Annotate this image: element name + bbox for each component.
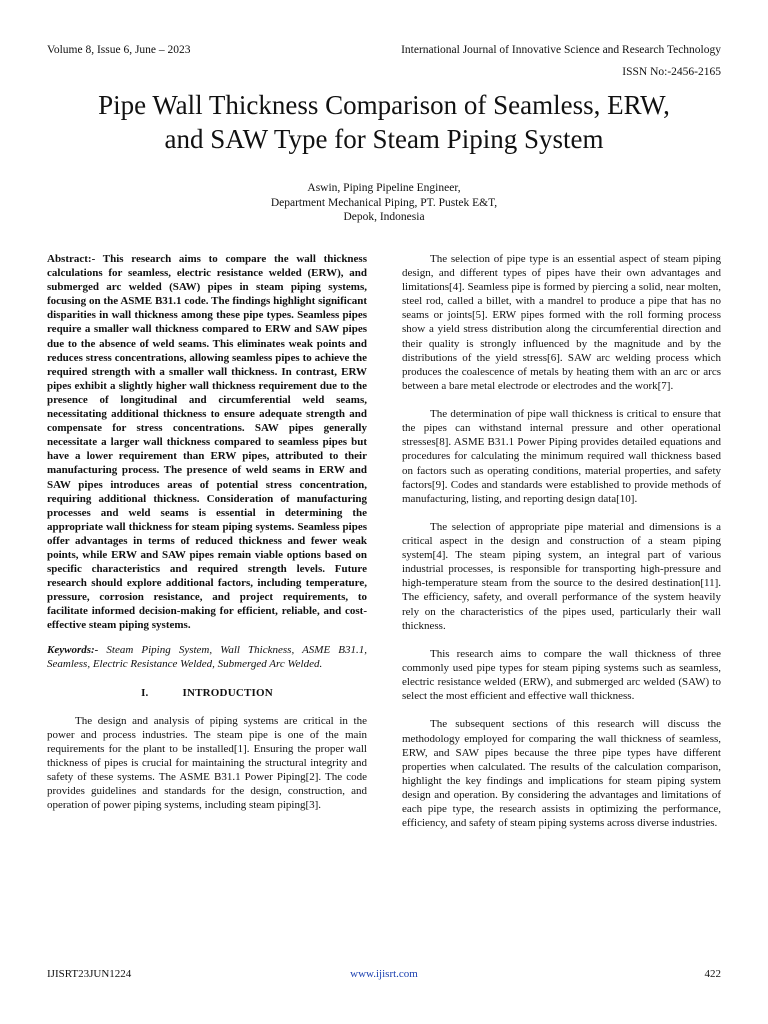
abstract: Abstract:- This research aims to compare the wall thickness calculations for seamless, electric resistance welded (ERW), and submerged arc welded (SAW) pipes in steam piping systems, focusing on the ASME B31.1 code. The findings highlight significant disparities in wall thickness among these pipe types. Seamless pipes require a smaller wall thickness compared to ERW and SAW pipes due to the absence of weld seams. This eliminates weak points and reduces stress concentrations, allowing seamless pipes to achieve the required strength with a smaller wall thickness. In contrast, ERW pipes exhibit a slightly higher wall thickness requirement due to the presence of longitudinal and circumferential weld seams, necessitating additional thickness to ensure adequate strength and compensate for stress concentrations. SAW pipes generally necessitate a larger wall thickness compared to seamless pipes but have a lower requirement than ERW pipes, attributed to their manufacturing process. The presence of weld seams in ERW and SAW pipes introduces areas of potential stress concentration, requiring additional thickness. Consideration of manufacturing processes and weld seams is essential in determining the appropriate wall thickness for steam piping systems. Seamless pipes offer advantages in terms of reduced thickness and fewer weak points, while ERW and SAW pipes remain viable options based on specific characteristics and required strength levels. Future research should explore additional factors, including temperature, pressure, corrosion resistance, and project requirements, to facilitate informed decision-making for efficient, reliable, and cost-effective steam piping systems.	[47, 253, 367, 632]
keywords-label: Keywords:-	[47, 643, 99, 656]
keywords	[47, 643, 367, 671]
paragraph: This research aims to compare the wall thickness of three commonly used pipe types for steam piping systems such as seamless, electric resistance welded (ERW), and submerged arc welded (SAW) to select the most efficient and effective wall thickness.	[402, 647, 721, 703]
paper-id: IJISRT23JUN1224	[47, 968, 132, 980]
paragraph: The selection of appropriate pipe material and dimensions is a critical aspect in the design and construction of a steam piping system[4]. The steam piping system, an integral part of various industrial processes, is responsible for transporting high-pressure and high-temperature steam from the source to the desired destination[11]. The efficiency, safety, and overall performance of the system heavily rely on the characteristics of the pipes used, particularly their wall thickness.	[402, 520, 721, 632]
author-line-1: Aswin, Piping Pipeline Engineer,	[307, 182, 461, 194]
title-line-1: Pipe Wall Thickness Comparison of Seamless, ERW,	[98, 90, 670, 120]
paragraph: The subsequent sections of this research will discuss the methodology employed for comparing the wall thickness of seamless, ERW, and SAW pipes because the three pipe types have different properties when calculated. The results of the calculation comparison, highlight the key findings and implications for steam piping system design and operation. By considering the advantages and limitations of each pipe type, the research assists in optimizing the performance, efficiency, and safety of steam piping systems across diverse industries.	[402, 718, 721, 830]
section-heading	[47, 686, 367, 700]
page-number: 422	[704, 968, 721, 980]
journal-volume: Volume 8, Issue 6, June – 2023	[47, 44, 191, 56]
journal-url[interactable]: www.ijisrt.com	[350, 968, 418, 980]
section-title: INTRODUCTION	[182, 686, 273, 699]
paragraph: The design and analysis of piping systems are critical in the power and process industries. The steam pipe is one of the main requirements for the plant to be installed[1]. Ensuring the proper wall thickness of pipes is crucial for maintaining the structural integrity and safety of these systems. The ASME B31.1 Power Piping[2]. The code provides guidelines and standards for the design, construction, and operation of power piping systems, including steam piping[3].	[47, 714, 367, 812]
paper-title	[40, 88, 728, 156]
paragraph: The selection of pipe type is an essential aspect of steam piping design, and different types of pipes have their own advantages and limitations[4]. Seamless pipe is formed by piercing a solid, near molten, steel rod, called a billet, with a mandrel to produce a pipe that has no seams or joints[5]. ERW pipes formed with the roll forming process show a yield stress distribution along the circumferential direction and their quality is strongly influenced by the magnitude and by the distributions of the yield stress[6]. SAW arc welding process which produces the coalescence of metals by heating them with an arc or arcs between a bare metal electrode or electrodes and the work[7].	[402, 253, 721, 392]
title-line-2: and SAW Type for Steam Piping System	[164, 124, 604, 154]
right-column	[402, 252, 721, 844]
left-column	[47, 252, 367, 826]
journal-name: International Journal of Innovative Science and Research Technology	[401, 44, 721, 56]
section-number: I.	[141, 686, 149, 699]
issn: ISSN No:-2456-2165	[622, 66, 721, 78]
author-block	[0, 181, 768, 225]
paragraph: The determination of pipe wall thickness is critical to ensure that the pipes can withstand internal pressure and other operational stresses[8]. ASME B31.1 Power Piping provides detailed equations and procedures for calculating the minimum required wall thickness based on factors such as operating conditions, material properties, and safety factors[9]. Codes and standards were established to provide methods of manufacturing, listing, and reporting design data[10].	[402, 408, 721, 505]
author-line-2: Department Mechanical Piping, PT. Pustek E&T,	[270, 196, 498, 209]
keywords-text: Steam Piping System, Wall Thickness, ASME B31.1, Seamless, Electric Resistance Welded, Submerged Arc Welded.	[47, 643, 367, 670]
author-line-3: Depok, Indonesia	[343, 211, 425, 223]
